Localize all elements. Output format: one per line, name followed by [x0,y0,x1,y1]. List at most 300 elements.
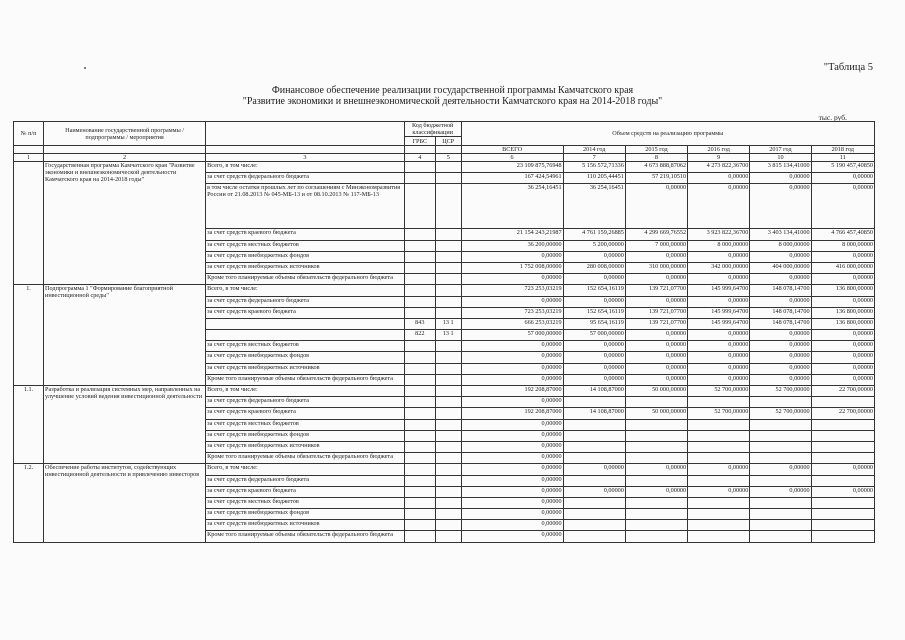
col-number: 10 [750,154,811,162]
value-2017 [750,520,811,531]
value-2017: 0,00000 [750,341,811,352]
funding-source-label: Всего, в том числе: [206,285,405,296]
csr-code [435,352,461,363]
value-2016: 52 700,00000 [688,386,750,397]
value-2014: 0,00000 [563,296,625,307]
value-2015 [625,520,687,531]
funding-source-label: за счет средств федерального бюджета [206,475,405,486]
value-2014: 0,00000 [563,341,625,352]
value-2015: 139 721,07700 [625,285,687,296]
grbs-code [404,520,435,531]
value-2015: 0,00000 [625,330,687,341]
value-total: 0,00000 [461,341,563,352]
funding-source-label: за счет средств федерального бюджета [206,173,405,184]
value-2015: 4 299 669,76552 [625,229,687,240]
page-title [0,85,905,107]
value-2018 [811,441,874,452]
grbs-code [404,497,435,508]
value-total: 666 253,03219 [461,318,563,329]
value-2015: 0,00000 [625,363,687,374]
value-2016 [688,520,750,531]
value-2017: 0,00000 [750,251,811,262]
value-2017 [750,441,811,452]
program-name: Разработка и реализация системных мер, направленных на улучшение условий ведения инвестиционной деятельности [44,386,206,464]
row-number: 1.2. [14,464,44,542]
csr-code [435,419,461,430]
col-number: 8 [625,154,687,162]
value-2018: 8 000,00000 [811,240,874,251]
csr-code [435,162,461,173]
grbs-code [404,296,435,307]
value-2016: 0,00000 [688,274,750,285]
value-2015: 57 219,10510 [625,173,687,184]
value-2018: 416 000,00000 [811,262,874,273]
value-2015 [625,497,687,508]
grbs-code: 822 [404,330,435,341]
value-2016 [688,419,750,430]
csr-code [435,307,461,318]
value-2018 [811,419,874,430]
value-total: 0,00000 [461,274,563,285]
value-total: 0,00000 [461,464,563,475]
col-number: 11 [811,154,874,162]
value-2018: 0,00000 [811,173,874,184]
value-total: 36 200,00000 [461,240,563,251]
value-2014: 0,00000 [563,352,625,363]
funding-source-label: за счет средств краевого бюджета [206,408,405,419]
csr-code [435,251,461,262]
col-number: 9 [688,154,750,162]
csr-code [435,531,461,542]
value-2015: 0,00000 [625,251,687,262]
value-2017: 0,00000 [750,352,811,363]
value-2017 [750,497,811,508]
funding-source-label: за счет средств федерального бюджета [206,397,405,408]
value-2015: 0,00000 [625,341,687,352]
program-name: Подпрограмма 1 "Формирование благоприятной инвестиционной среды" [44,285,206,386]
csr-code [435,520,461,531]
value-2016: 8 000,00000 [688,240,750,251]
value-2014: 0,00000 [563,274,625,285]
value-2016: 52 700,00000 [688,408,750,419]
value-2017: 8 000,00000 [750,240,811,251]
grbs-code [404,262,435,273]
csr-code [435,408,461,419]
value-2016 [688,441,750,452]
funding-source-label: в том числе остатки прошлых лет по соглашениям с Минэкономразвития России от 21.08.2013 № 045-МБ-13 и от 08.10.2013 № 117-МБ-13 [206,184,405,229]
value-2015: 139 721,07700 [625,307,687,318]
col-number: 5 [435,154,461,162]
csr-code [435,374,461,385]
value-2014: 5 200,00000 [563,240,625,251]
table-row [14,285,875,296]
col-header-2016: 2016 год [688,146,750,154]
value-total: 723 253,03219 [461,307,563,318]
value-2017 [750,453,811,464]
funding-source-label: за счет средств внебюджетных источников [206,441,405,452]
value-2016: 0,00000 [688,464,750,475]
value-total: 0,00000 [461,430,563,441]
col-header-blank-1 [14,146,44,154]
value-2014: 4 761 159,26885 [563,229,625,240]
value-2015: 50 000,00000 [625,408,687,419]
value-total: 0,00000 [461,251,563,262]
col-header-budget-code: Код бюджетной классификации [404,122,461,137]
value-2018: 22 700,00000 [811,386,874,397]
value-2017: 0,00000 [750,274,811,285]
funding-source-label: за счет средств внебюджетных источников [206,363,405,374]
value-2016: 0,00000 [688,374,750,385]
value-2018 [811,509,874,520]
col-header-name: Наименование государственной программы / подпрограммы / мероприятия [44,122,206,146]
value-total: 0,00000 [461,296,563,307]
value-2018: 0,00000 [811,274,874,285]
value-2015 [625,397,687,408]
value-2014: 57 000,00000 [563,330,625,341]
value-2014 [563,509,625,520]
funding-source-label: за счет средств краевого бюджета [206,307,405,318]
grbs-code [404,430,435,441]
value-2017: 0,00000 [750,363,811,374]
value-2016: 145 999,64700 [688,285,750,296]
value-total: 0,00000 [461,475,563,486]
csr-code [435,441,461,452]
grbs-code [404,173,435,184]
value-2016: 342 000,00000 [688,262,750,273]
value-2016: 4 273 822,36700 [688,162,750,173]
funding-source-label: за счет средств краевого бюджета [206,486,405,497]
funding-source-label: за счет средств внебюджетных фондов [206,352,405,363]
value-2017: 0,00000 [750,330,811,341]
value-total: 0,00000 [461,352,563,363]
value-2015: 50 000,00000 [625,386,687,397]
csr-code [435,229,461,240]
value-2018: 0,00000 [811,352,874,363]
value-2015: 0,00000 [625,486,687,497]
value-2014: 0,00000 [563,374,625,385]
value-2017: 148 078,14700 [750,318,811,329]
value-2014 [563,441,625,452]
table-row [14,162,875,173]
grbs-code [404,251,435,262]
funding-source-label: Кроме того планируемые объемы обязательств федерального бюджета [206,531,405,542]
value-total: 0,00000 [461,486,563,497]
value-2018: 136 800,00000 [811,307,874,318]
value-2017: 0,00000 [750,464,811,475]
value-2015: 139 721,07700 [625,318,687,329]
value-2016: 0,00000 [688,173,750,184]
grbs-code [404,274,435,285]
csr-code: 13 1 [435,318,461,329]
value-2016 [688,531,750,542]
grbs-code [404,386,435,397]
value-2014: 5 156 572,71336 [563,162,625,173]
value-2018: 0,00000 [811,464,874,475]
funding-source-label: за счет средств внебюджетных источников [206,520,405,531]
value-total: 57 000,00000 [461,330,563,341]
value-2016 [688,397,750,408]
col-header-name-ext [206,122,405,146]
value-total: 0,00000 [461,531,563,542]
csr-code [435,497,461,508]
csr-code [435,453,461,464]
value-total: 0,00000 [461,509,563,520]
value-2016 [688,475,750,486]
funding-source-label: Кроме того планируемые объемы обязательств федерального бюджета [206,453,405,464]
value-2015 [625,441,687,452]
value-2017: 0,00000 [750,374,811,385]
csr-code [435,262,461,273]
value-2014: 152 654,16119 [563,285,625,296]
value-total: 0,00000 [461,374,563,385]
funding-source-label: за счет средств внебюджетных источников [206,262,405,273]
value-2017: 0,00000 [750,184,811,229]
funding-source-label: за счет средств внебюджетных фондов [206,430,405,441]
value-2014: 14 108,87000 [563,408,625,419]
value-2018: 0,00000 [811,251,874,262]
value-2016 [688,497,750,508]
value-2017 [750,419,811,430]
value-2016: 0,00000 [688,341,750,352]
value-2017: 52 700,00000 [750,386,811,397]
col-header-2018: 2018 год [811,146,874,154]
value-2015: 0,00000 [625,464,687,475]
value-2015: 0,00000 [625,374,687,385]
value-2016: 0,00000 [688,296,750,307]
csr-code [435,486,461,497]
value-2014: 0,00000 [563,486,625,497]
value-total: 0,00000 [461,520,563,531]
finance-table-body [14,162,875,543]
grbs-code [404,341,435,352]
value-2015: 0,00000 [625,184,687,229]
value-2014 [563,430,625,441]
col-number: 3 [206,154,405,162]
value-total: 723 253,03219 [461,285,563,296]
value-2018 [811,520,874,531]
csr-code [435,464,461,475]
col-header-csr: ЦСР [435,137,461,146]
value-total: 167 424,54961 [461,173,563,184]
funding-source-label: за счет средств внебюджетных фондов [206,509,405,520]
value-2016: 3 923 822,36700 [688,229,750,240]
csr-code [435,296,461,307]
grbs-code [404,397,435,408]
grbs-code [404,374,435,385]
funding-source-label: Кроме того планируемые объемы обязательств федерального бюджета [206,274,405,285]
grbs-code [404,419,435,430]
value-2017: 52 700,00000 [750,408,811,419]
value-2017: 0,00000 [750,486,811,497]
value-2014 [563,397,625,408]
grbs-code [404,363,435,374]
csr-code [435,274,461,285]
value-2018 [811,397,874,408]
program-name: Обеспечение работы институтов, содействующих инвестиционной деятельности и привлечению инвесторов [44,464,206,542]
csr-code [435,386,461,397]
col-header-no: № п/п [14,122,44,146]
value-2017: 148 078,14700 [750,285,811,296]
funding-source-label: за счет средств местных бюджетов [206,497,405,508]
funding-source-label: за счет средств краевого бюджета [206,229,405,240]
value-2015 [625,453,687,464]
value-total: 0,00000 [461,397,563,408]
col-header-2014: 2014 год [563,146,625,154]
value-2018: 22 700,00000 [811,408,874,419]
grbs-code [404,162,435,173]
value-2015 [625,419,687,430]
csr-code [435,475,461,486]
value-2014 [563,531,625,542]
funding-source-label: за счет средств местных бюджетов [206,419,405,430]
col-header-2015: 2015 год [625,146,687,154]
funding-source-label: за счет средств федерального бюджета [206,296,405,307]
grbs-code [404,464,435,475]
value-total: 0,00000 [461,497,563,508]
grbs-code [404,453,435,464]
value-total: 1 752 008,00000 [461,262,563,273]
csr-code: 13 1 [435,330,461,341]
value-2016: 145 999,64700 [688,318,750,329]
value-2018 [811,497,874,508]
value-2014: 110 205,44451 [563,173,625,184]
value-2014: 152 654,16119 [563,307,625,318]
value-2017: 3 403 134,41000 [750,229,811,240]
row-number [14,162,44,285]
value-2014 [563,475,625,486]
finance-table [13,121,875,543]
col-number: 2 [44,154,206,162]
col-header-volume: Объем средств на реализацию программы [461,122,874,146]
value-2017 [750,475,811,486]
value-2016: 0,00000 [688,363,750,374]
value-2016 [688,509,750,520]
value-2017: 404 000,00000 [750,262,811,273]
value-total: 36 254,16451 [461,184,563,229]
grbs-code [404,441,435,452]
table-number: "Таблица 5 [823,62,873,73]
value-2016: 0,00000 [688,184,750,229]
value-2014: 0,00000 [563,251,625,262]
program-name: Государственная программа Камчатского края "Развитие экономики и внешнеэкономической деятельности Камчатского края на 2014-2018 годы" [44,162,206,285]
value-2015 [625,430,687,441]
grbs-code [404,229,435,240]
grbs-code [404,475,435,486]
value-2014: 14 108,87000 [563,386,625,397]
value-2014: 0,00000 [563,363,625,374]
value-2018 [811,531,874,542]
value-2015: 7 000,00000 [625,240,687,251]
value-2015: 0,00000 [625,352,687,363]
value-2015: 310 000,00000 [625,262,687,273]
value-2014: 280 008,00000 [563,262,625,273]
value-2018: 0,00000 [811,184,874,229]
funding-source-label: за счет средств местных бюджетов [206,240,405,251]
value-2015 [625,475,687,486]
value-2018: 0,00000 [811,374,874,385]
value-2014: 36 254,16451 [563,184,625,229]
grbs-code [404,531,435,542]
col-header-blank-4 [404,146,435,154]
value-2015: 4 673 888,87062 [625,162,687,173]
funding-source-label: Кроме того планируемые объемы обязательств федерального бюджета [206,374,405,385]
funding-source-label: Всего, в том числе: [206,464,405,475]
value-2018: 0,00000 [811,296,874,307]
scan-speck [84,67,86,69]
grbs-code [404,307,435,318]
value-2017 [750,430,811,441]
value-2018 [811,430,874,441]
row-number: 1. [14,285,44,386]
value-2016: 0,00000 [688,251,750,262]
value-2014 [563,520,625,531]
value-2014: 0,00000 [563,464,625,475]
value-total: 0,00000 [461,419,563,430]
value-2018: 0,00000 [811,341,874,352]
table-row [14,464,875,475]
units-label: тыс. руб. [818,113,847,122]
col-header-grbs: ГРБС [404,137,435,146]
value-2018: 0,00000 [811,486,874,497]
value-2016: 0,00000 [688,486,750,497]
funding-source-label: за счет средств внебюджетных фондов [206,251,405,262]
col-number: 7 [563,154,625,162]
value-2014 [563,419,625,430]
value-2014 [563,497,625,508]
value-total: 192 208,87000 [461,386,563,397]
table-row [14,386,875,397]
value-2017 [750,509,811,520]
value-2017: 3 815 134,41000 [750,162,811,173]
value-2017 [750,397,811,408]
csr-code [435,509,461,520]
value-total: 23 109 875,76948 [461,162,563,173]
value-2018: 0,00000 [811,363,874,374]
grbs-code [404,352,435,363]
col-header-blank-2 [44,146,206,154]
col-number: 1 [14,154,44,162]
funding-source-label: Всего, в том числе: [206,162,405,173]
value-2015: 0,00000 [625,296,687,307]
row-number: 1.1. [14,386,44,464]
value-2015 [625,531,687,542]
value-2017: 0,00000 [750,173,811,184]
value-2017 [750,531,811,542]
value-2018: 136 800,00000 [811,285,874,296]
value-total: 192 208,87000 [461,408,563,419]
grbs-code [404,184,435,229]
col-header-total: ВСЕГО [461,146,563,154]
col-header-blank-5 [435,146,461,154]
value-2018 [811,453,874,464]
value-2016: 145 999,64700 [688,307,750,318]
title-line-1: Финансовое обеспечение реализации государственной программы Камчатского края [271,85,634,96]
funding-source-label: за счет средств местных бюджетов [206,341,405,352]
value-2018: 0,00000 [811,330,874,341]
value-2018: 5 190 457,40850 [811,162,874,173]
csr-code [435,184,461,229]
funding-source-label [206,330,405,341]
value-total: 21 154 243,21987 [461,229,563,240]
value-2018: 136 800,00000 [811,318,874,329]
value-total: 0,00000 [461,453,563,464]
csr-code [435,430,461,441]
value-2017: 0,00000 [750,296,811,307]
value-2016 [688,430,750,441]
col-number: 6 [461,154,563,162]
csr-code [435,240,461,251]
col-number: 4 [404,154,435,162]
